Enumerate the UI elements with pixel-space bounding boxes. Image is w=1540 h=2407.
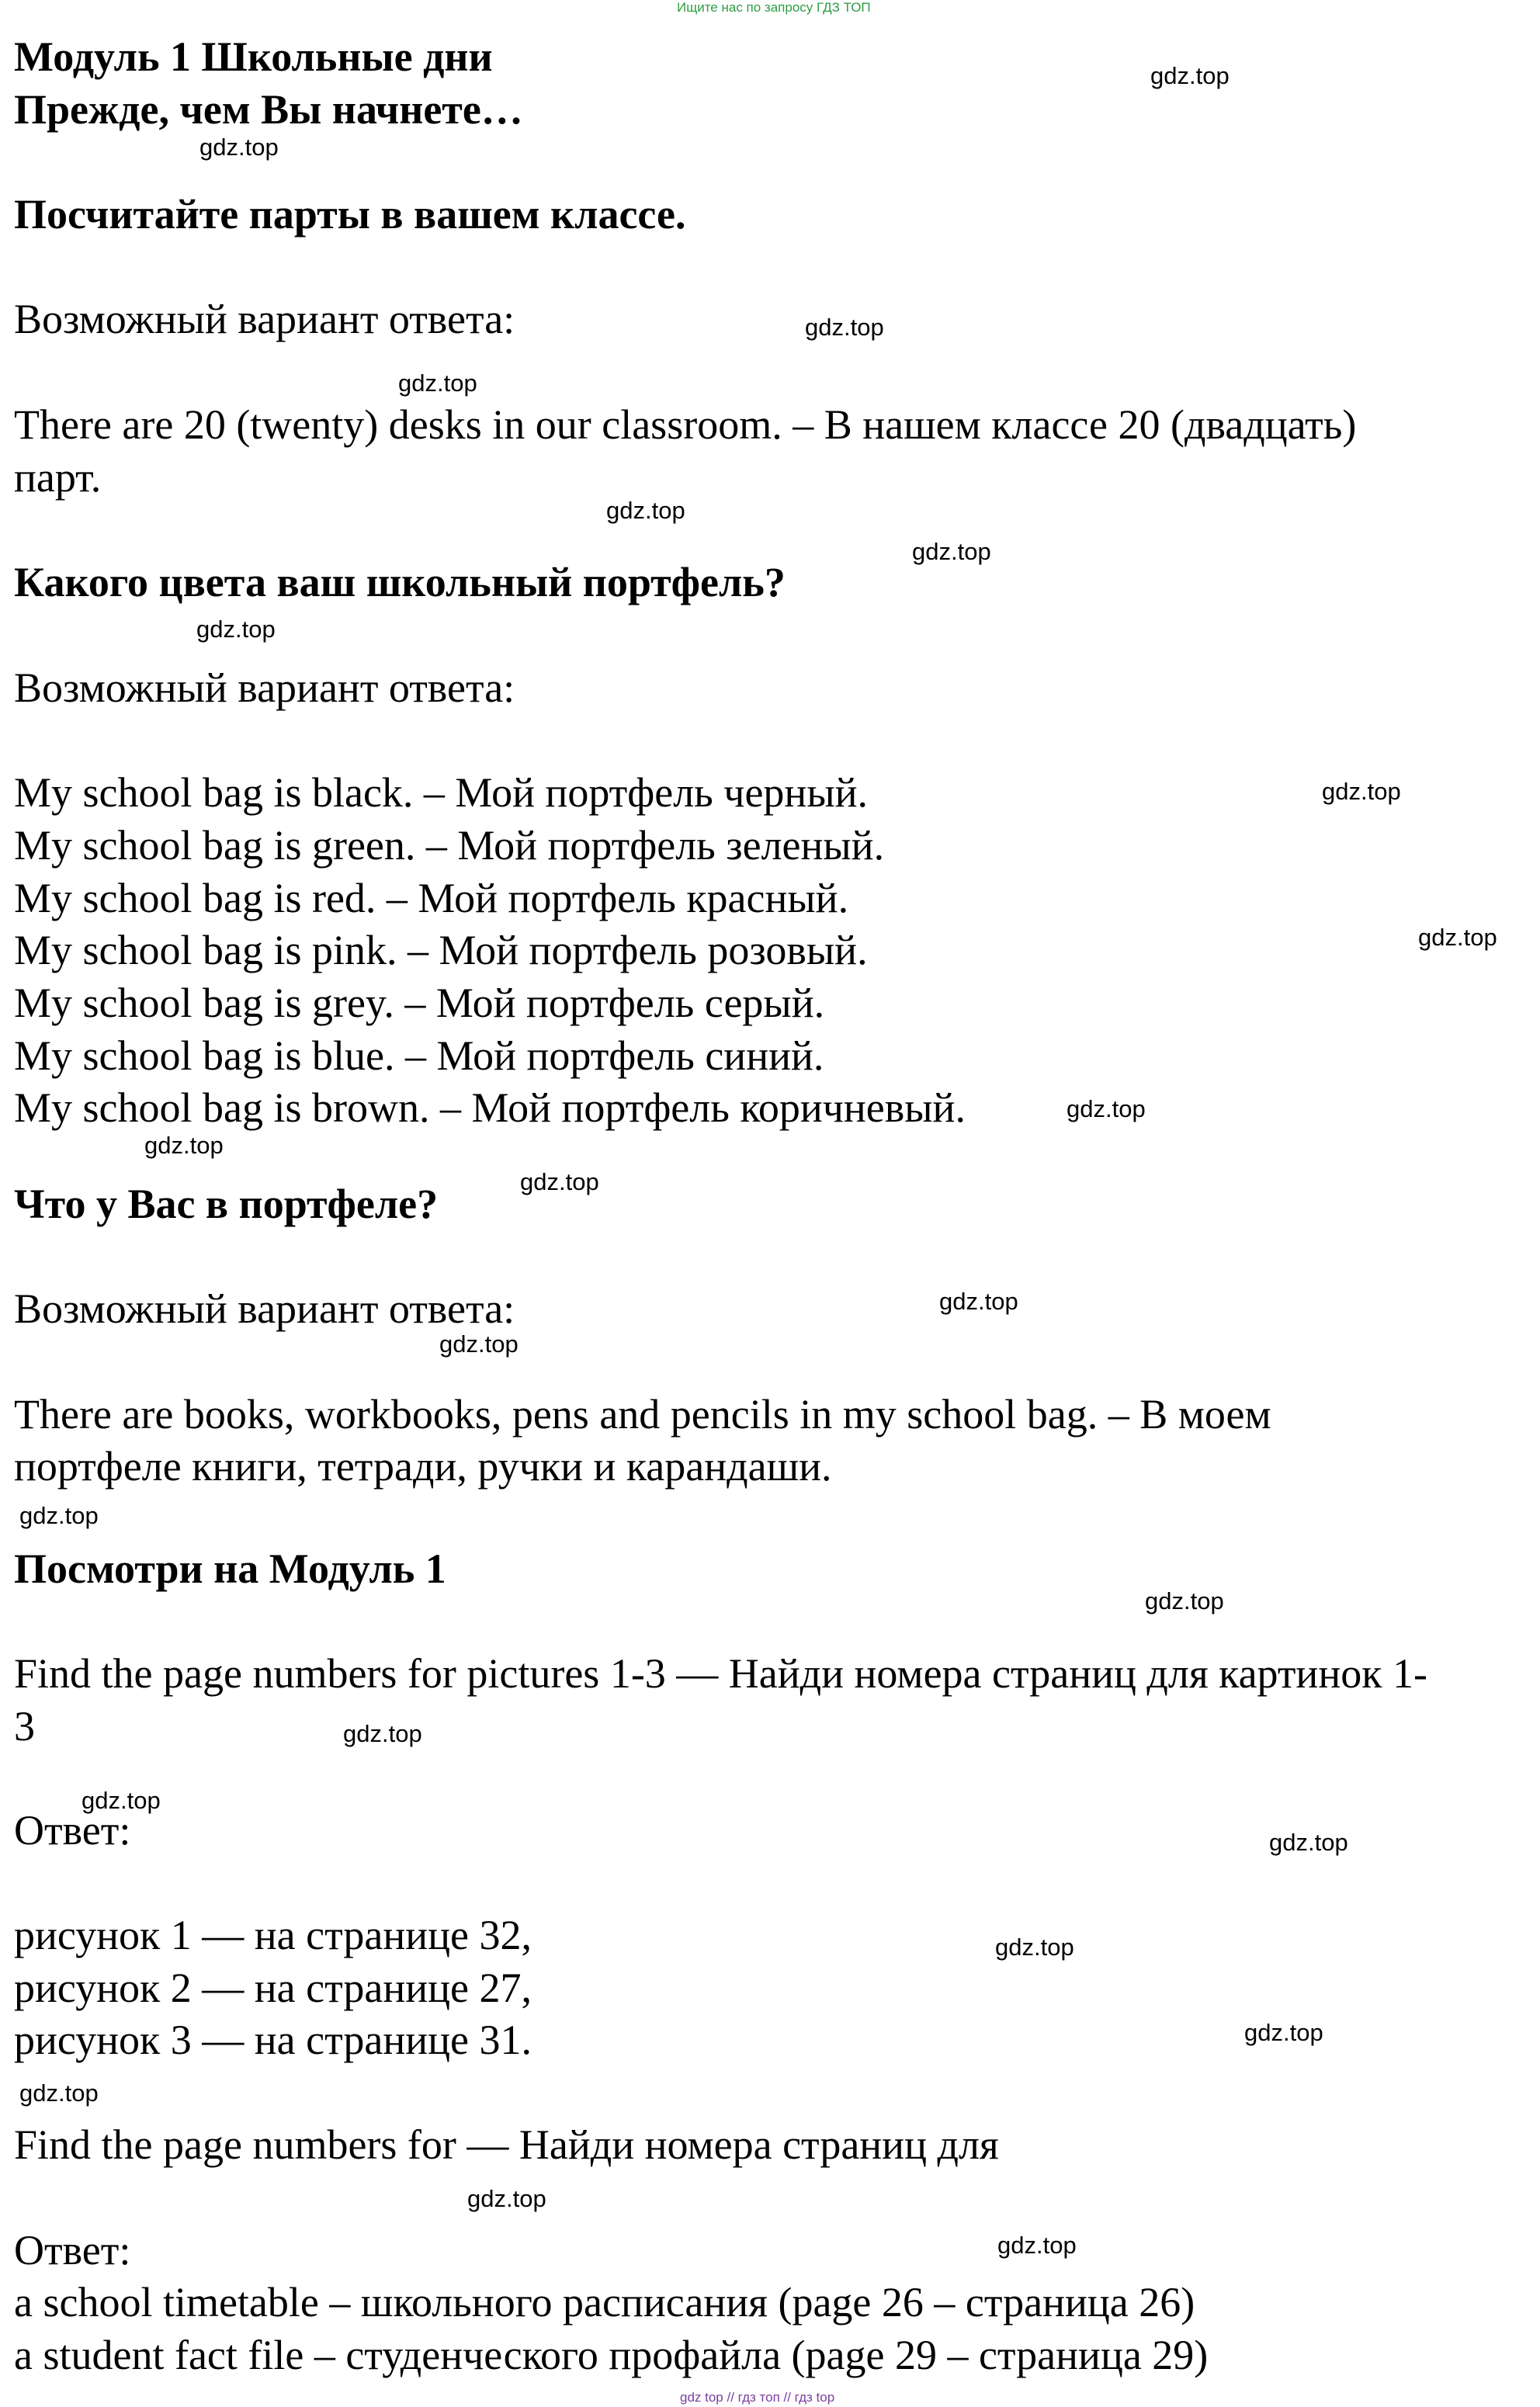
answer-line: My school bag is green. – Мой портфель зеленый.: [14, 822, 885, 869]
answer-label: Возможный вариант ответа:: [14, 1285, 515, 1332]
module-subtitle: Прежде, чем Вы начнете…: [14, 86, 523, 133]
answer-line: My school bag is pink. – Мой портфель розовый.: [14, 927, 868, 973]
watermark: gdz.top: [1067, 1095, 1146, 1122]
answer-line: My school bag is black. – Мой портфель черный.: [14, 769, 869, 816]
question-bag-color: Какого цвета ваш школьный портфель?: [14, 559, 786, 605]
watermark: gdz.top: [1150, 62, 1230, 89]
answer-line: a school timetable – школьного расписания (page 26 – страница 26): [14, 2279, 1195, 2325]
watermark: gdz.top: [1145, 1587, 1224, 1614]
watermark: gdz.top: [19, 1502, 99, 1529]
watermark: gdz.top: [1269, 1829, 1348, 1856]
answer-line: There are 20 (twenty) desks in our classroom. – В нашем классе 20 (двадцать): [14, 401, 1357, 448]
watermark: gdz.top: [520, 1168, 599, 1195]
answer-line: портфеле книги, тетради, ручки и карандаши.: [14, 1443, 832, 1490]
watermark: gdz.top: [1244, 2019, 1323, 2046]
answer-line: My school bag is blue. – Мой портфель синий.: [14, 1032, 824, 1079]
watermark: gdz.top: [995, 1934, 1074, 1961]
task-line: Find the page numbers for — Найди номера страниц для: [14, 2121, 999, 2168]
answer-line: рисунок 1 — на странице 32,: [14, 1912, 532, 1958]
answer-line: рисунок 2 — на странице 27,: [14, 1965, 532, 2011]
module-title: Модуль 1 Школьные дни: [14, 33, 493, 80]
watermark: gdz.top: [343, 1720, 422, 1747]
answer-label: Возможный вариант ответа:: [14, 296, 515, 342]
watermark: gdz.top: [805, 314, 884, 341]
watermark: gdz.top: [939, 1288, 1018, 1315]
answer-line: a student fact file – студенческого профайла (page 29 – страница 29): [14, 2332, 1209, 2378]
answer-label: Ответ:: [14, 2227, 131, 2273]
watermark: gdz.top: [196, 616, 276, 643]
task-line: Find the page numbers for pictures 1-3 — Найди номера страниц для картинок 1-: [14, 1650, 1427, 1697]
watermark: gdz.top: [1418, 924, 1497, 951]
question-desks: Посчитайте парты в вашем классе.: [14, 191, 686, 238]
watermark: gdz.top: [439, 1330, 519, 1358]
watermark: gdz.top: [606, 497, 685, 524]
question-bag-contents: Что у Вас в портфеле?: [14, 1181, 439, 1227]
top-banner[interactable]: Ищите нас по запросу ГДЗ ТОП: [677, 0, 871, 15]
answer-line: рисунок 3 — на странице 31.: [14, 2017, 532, 2063]
task-line: 3: [14, 1703, 35, 1750]
answer-line: парт.: [14, 454, 102, 501]
watermark: gdz.top: [912, 538, 991, 565]
section-heading-module: Посмотри на Модуль 1: [14, 1545, 446, 1592]
watermark: gdz.top: [199, 134, 279, 161]
watermark: gdz.top: [467, 2185, 546, 2212]
answer-line: My school bag is grey. – Мой портфель серый.: [14, 980, 825, 1026]
answer-label: Возможный вариант ответа:: [14, 664, 515, 711]
answer-line: My school bag is red. – Мой портфель красный.: [14, 875, 849, 921]
watermark: gdz.top: [144, 1132, 224, 1159]
bottom-banner[interactable]: gdz top // гдз топ // гдз top: [680, 2390, 835, 2405]
watermark: gdz.top: [997, 2232, 1077, 2259]
answer-label: Ответ:: [14, 1807, 131, 1854]
watermark: gdz.top: [82, 1787, 161, 1814]
watermark: gdz.top: [1322, 778, 1401, 805]
watermark: gdz.top: [19, 2079, 99, 2107]
answer-line: There are books, workbooks, pens and pencils in my school bag. – В моем: [14, 1391, 1271, 1438]
answer-line: My school bag is brown. – Мой портфель коричневый.: [14, 1084, 966, 1131]
watermark: gdz.top: [398, 369, 477, 397]
